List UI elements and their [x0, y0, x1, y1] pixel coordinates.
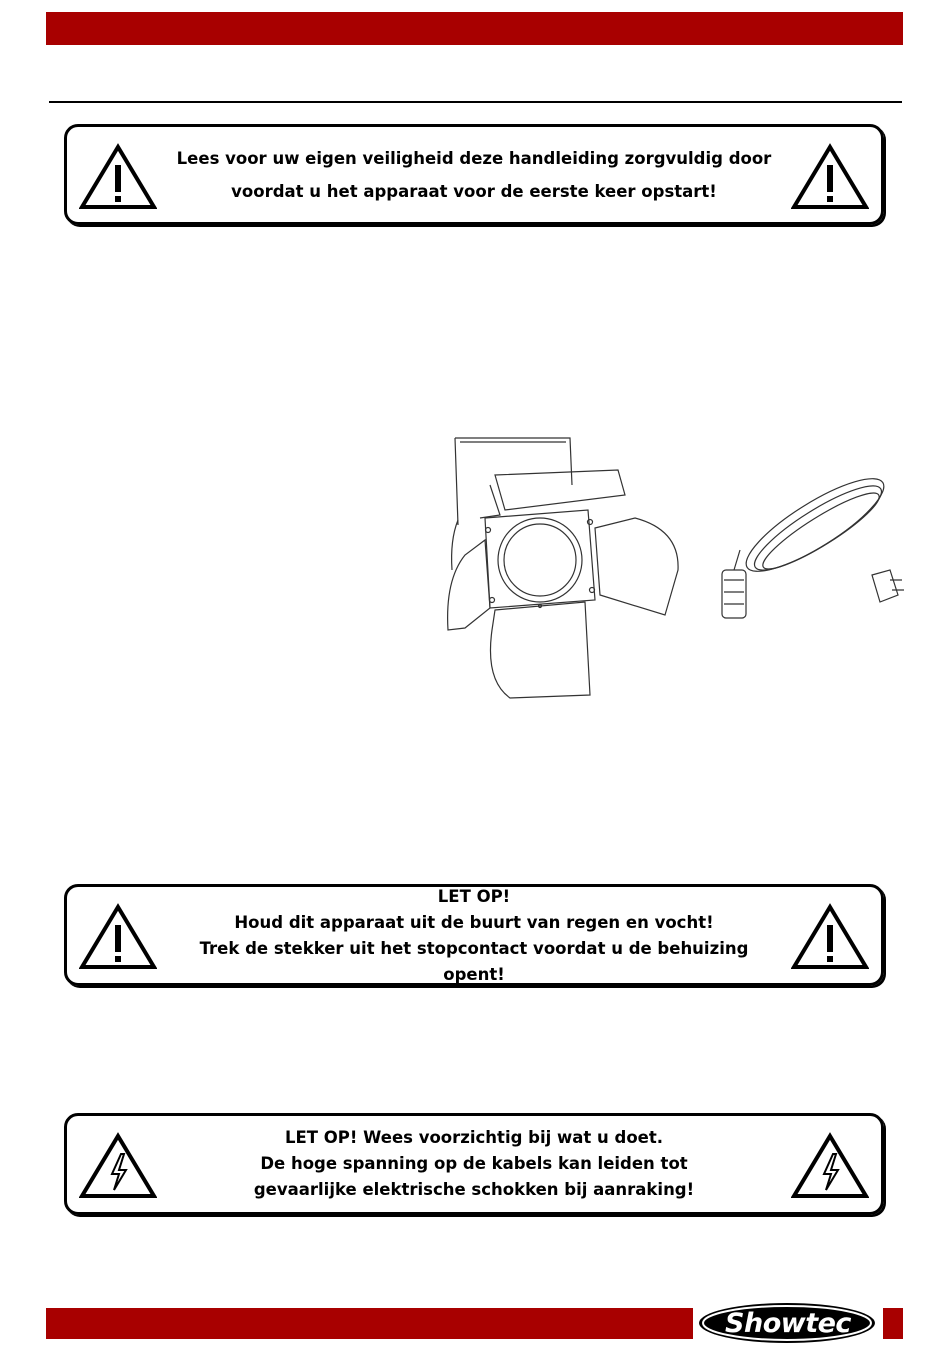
warning-line: Trek de stekker uit het stopcontact voordat u de behuizing opent! — [199, 939, 749, 984]
warning-exclamation-icon — [79, 143, 157, 211]
high-voltage-warning-box — [64, 1113, 884, 1215]
warning-text — [167, 127, 781, 222]
warning-heading: LET OP! Wees voorzichtig bij wat u doet. — [284, 1128, 664, 1147]
warning-line: voordat u het apparaat voor de eerste keer opstart! — [231, 181, 717, 201]
warning-exclamation-icon — [791, 903, 869, 971]
warning-line: Lees voor uw eigen veiligheid deze handleiding zorgvuldig door — [176, 148, 772, 168]
warning-text — [167, 887, 781, 983]
high-voltage-icon — [791, 1132, 869, 1200]
high-voltage-icon — [79, 1132, 157, 1200]
moisture-warning-box — [64, 884, 884, 986]
showtec-logo — [693, 1299, 883, 1347]
product-illustration — [440, 430, 910, 705]
warning-exclamation-icon — [79, 903, 157, 971]
warning-heading: LET OP! — [437, 887, 511, 906]
header-bar — [46, 12, 903, 45]
warning-line: Houd dit apparaat uit de buurt van regen en vocht! — [234, 913, 714, 932]
warning-text — [167, 1116, 781, 1212]
header-rule — [49, 101, 902, 103]
logo-wordmark: Showtec — [725, 1307, 851, 1339]
warning-line: De hoge spanning op de kabels kan leiden tot — [260, 1154, 688, 1173]
warning-exclamation-icon — [791, 143, 869, 211]
warning-line: gevaarlijke elektrische schokken bij aanraking! — [253, 1180, 695, 1199]
safety-warning-box — [64, 124, 884, 225]
